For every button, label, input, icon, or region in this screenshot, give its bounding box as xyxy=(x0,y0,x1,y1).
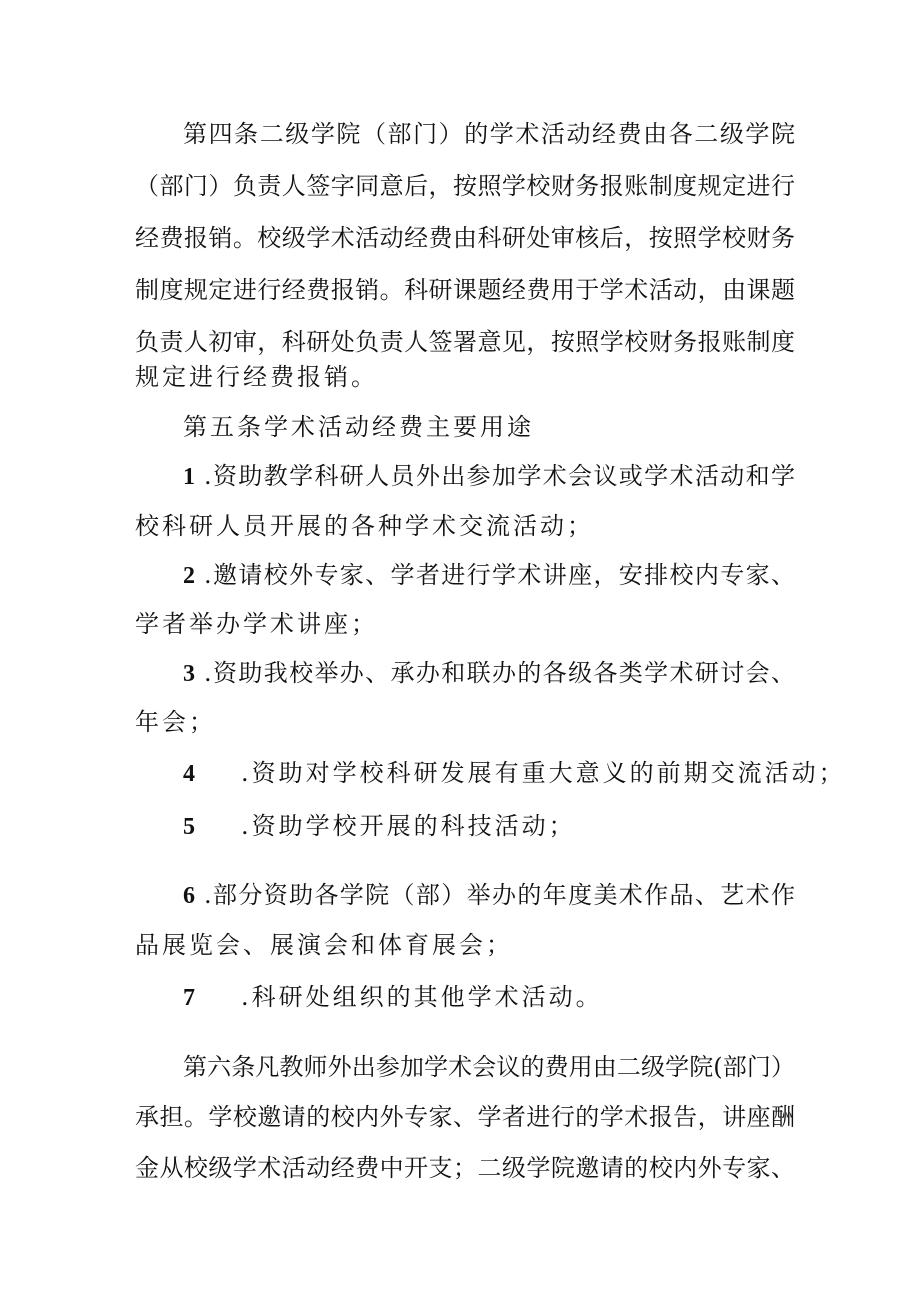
article6-line-1: 第六条凡教师外出参加学术会议的费用由二级学院(部门） xyxy=(183,1053,795,1081)
article4-line-6: 规定进行经费报销。 xyxy=(135,363,378,391)
item-number: 6 xyxy=(183,883,195,909)
item-number: 4 xyxy=(183,761,195,787)
article4-line-5: 负责人初审，科研处负责人签署意见，按照学校财务报账制度 xyxy=(135,328,795,356)
item-number: 7 xyxy=(183,985,195,1011)
article4-line-3: 经费报销。校级学术活动经费由科研处审核后，按照学校财务 xyxy=(135,224,795,252)
article6-line-3: 金从校级学术活动经费中开支；二级学院邀请的校内外专家、 xyxy=(135,1154,795,1182)
item-text: .科研处组织的其他学术活动。 xyxy=(241,983,603,1011)
item-number: 5 xyxy=(183,814,195,840)
item-text: .资助学校开展的科技活动； xyxy=(241,812,576,840)
article6-line-2: 承担。学校邀请的校内外专家、学者进行的学术报告，讲座酬 xyxy=(135,1103,795,1131)
article4-line-4: 制度规定进行经费报销。科研课题经费用于学术活动，由课题 xyxy=(135,276,795,304)
item-text: .资助对学校科研发展有重大意义的前期交流活动； xyxy=(241,759,846,787)
item-text: .资助我校举办、承办和联办的各级各类学术研讨会、 xyxy=(204,659,795,687)
list-item xyxy=(183,757,846,790)
list-item xyxy=(183,810,576,843)
article4-line-2: （部门）负责人签字同意后，按照学校财务报账制度规定进行 xyxy=(135,172,795,200)
item-number: 1 xyxy=(183,464,195,490)
list-item-continuation: 校科研人员开展的各种学术交流活动； xyxy=(135,512,594,540)
article5-heading: 第五条学术活动经费主要用途 xyxy=(183,413,534,441)
list-item xyxy=(183,981,603,1014)
list-item-continuation: 年会； xyxy=(135,708,216,736)
item-number: 3 xyxy=(183,661,195,687)
list-item-continuation: 学者举办学术讲座； xyxy=(135,610,378,638)
list-item xyxy=(183,657,795,690)
item-text: .资助教学科研人员外出参加学术会议或学术活动和学 xyxy=(204,462,795,490)
list-item xyxy=(183,559,795,592)
item-text: .部分资助各学院（部）举办的年度美术作品、艺术作 xyxy=(204,881,795,909)
item-text: .邀请校外专家、学者进行学术讲座，安排校内专家、 xyxy=(204,561,795,589)
list-item xyxy=(183,460,795,493)
article4-line-1: 第四条二级学院（部门）的学术活动经费由各二级学院 xyxy=(183,120,795,148)
item-number: 2 xyxy=(183,563,195,589)
list-item xyxy=(183,879,795,912)
list-item-continuation: 品展览会、展演会和体育展会； xyxy=(135,931,513,959)
